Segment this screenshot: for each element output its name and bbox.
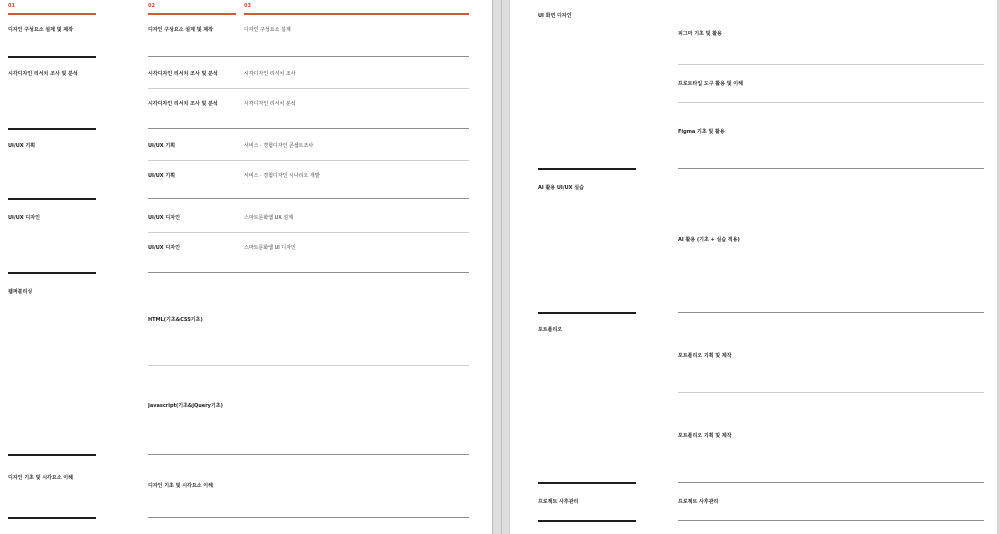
subject-content bbox=[244, 372, 469, 444]
subject-content bbox=[768, 110, 984, 158]
subject-label: 포트폴리오 기획 및 제작 bbox=[678, 433, 732, 439]
subject-label: Figma 기초 및 활용 bbox=[678, 129, 725, 135]
category-label: 포트폴리오 bbox=[538, 327, 563, 333]
subject-label: 시각디자인 리서치 조사 및 분석 bbox=[148, 101, 218, 107]
category-label: UI/UX 기획 bbox=[8, 143, 36, 149]
row-divider bbox=[678, 482, 984, 483]
sub-divider bbox=[678, 64, 984, 65]
category-label: 디자인 구성요소 설계 및 제작 bbox=[8, 27, 73, 33]
row-divider bbox=[148, 272, 469, 273]
category-label: 시각디자인 리서치 조사 및 분석 bbox=[8, 71, 78, 77]
row-divider bbox=[8, 198, 96, 200]
subject-label: UI/UX 디자인 bbox=[148, 245, 180, 251]
subject-content: 스마트문화앱 UI 디자인 bbox=[244, 245, 296, 251]
subject-label: 디자인 구성요소 설계 및 제작 bbox=[148, 27, 213, 33]
subject-content: 서비스 · 경험디자인 콘셉트조사 bbox=[244, 143, 314, 149]
row-divider bbox=[148, 128, 469, 129]
subject-content bbox=[768, 72, 984, 96]
subject-content bbox=[768, 180, 984, 308]
category-label: 프로젝트 사후관리 bbox=[538, 499, 579, 505]
row-divider bbox=[8, 454, 96, 456]
row-divider bbox=[678, 312, 984, 313]
row-divider bbox=[8, 56, 96, 58]
subject-content: 스마트문화앱 UX 설계 bbox=[244, 215, 293, 221]
category-label: 디자인 기초 및 시각요소 이해 bbox=[8, 475, 73, 481]
row-divider bbox=[538, 482, 636, 484]
document-page-right bbox=[510, 0, 1000, 534]
column-header-2: 02 bbox=[148, 3, 155, 9]
subject-content bbox=[768, 12, 984, 58]
category-label: 웹퍼블리싱 bbox=[8, 289, 33, 295]
subject-content bbox=[244, 282, 469, 362]
category-label: AI 활용 UI/UX 실습 bbox=[538, 185, 584, 191]
subject-content: 서비스 · 경험디자인 시나리오 개발 bbox=[244, 173, 320, 179]
row-divider bbox=[148, 56, 469, 57]
sub-divider bbox=[678, 102, 984, 103]
row-divider bbox=[8, 517, 96, 519]
row-divider bbox=[538, 312, 636, 314]
sub-divider bbox=[148, 88, 469, 89]
subject-content: 시각디자인 리서치 분석 bbox=[244, 101, 296, 107]
sub-divider bbox=[678, 392, 984, 393]
subject-content bbox=[768, 322, 984, 390]
subject-label: 프로토타입 도구 활용 및 이해 bbox=[678, 81, 743, 87]
subject-content bbox=[768, 498, 984, 516]
sub-divider bbox=[148, 232, 469, 233]
subject-label: Javascript(기초&jQuery기초) bbox=[148, 403, 223, 409]
header-rule-1 bbox=[8, 13, 96, 15]
page-gutter bbox=[492, 0, 510, 534]
column-header-3: 03 bbox=[244, 3, 251, 9]
row-divider bbox=[678, 168, 984, 169]
subject-label: 디자인 기초 및 시각요소 이해 bbox=[148, 483, 213, 489]
row-divider bbox=[678, 520, 984, 521]
subject-label: UI/UX 기획 bbox=[148, 143, 176, 149]
subject-label: UI/UX 기획 bbox=[148, 173, 176, 179]
document-page-left bbox=[0, 0, 492, 534]
sub-divider bbox=[148, 160, 469, 161]
subject-content: 시각디자인 리서치 조사 bbox=[244, 71, 296, 77]
column-header-1: 01 bbox=[8, 3, 15, 9]
subject-label: 시각디자인 리서치 조사 및 분석 bbox=[148, 71, 218, 77]
row-divider bbox=[148, 517, 469, 518]
subject-content bbox=[244, 472, 469, 500]
category-label: UI 화면 디자인 bbox=[538, 13, 572, 19]
subject-label: 프로젝트 사후관리 bbox=[678, 499, 719, 505]
header-rule-2 bbox=[148, 13, 236, 15]
row-divider bbox=[148, 198, 469, 199]
subject-label: 포트폴리오 기획 및 제작 bbox=[678, 353, 732, 359]
subject-content: 디자인 구성요소 설계 bbox=[244, 27, 291, 33]
header-rule-3 bbox=[244, 13, 469, 15]
sub-divider bbox=[148, 365, 469, 366]
subject-label: HTML(기초&CSS기초) bbox=[148, 317, 203, 323]
row-divider bbox=[538, 168, 636, 170]
category-label: UI/UX 디자인 bbox=[8, 215, 40, 221]
subject-content bbox=[768, 402, 984, 476]
subject-label: UI/UX 디자인 bbox=[148, 215, 180, 221]
subject-label: 피그마 기초 및 활용 bbox=[678, 31, 722, 37]
row-divider bbox=[8, 128, 96, 130]
row-divider bbox=[8, 272, 96, 274]
row-divider bbox=[538, 520, 636, 522]
subject-label: AI 활용 (기초 + 실습 적용) bbox=[678, 237, 740, 243]
row-divider bbox=[148, 454, 469, 455]
